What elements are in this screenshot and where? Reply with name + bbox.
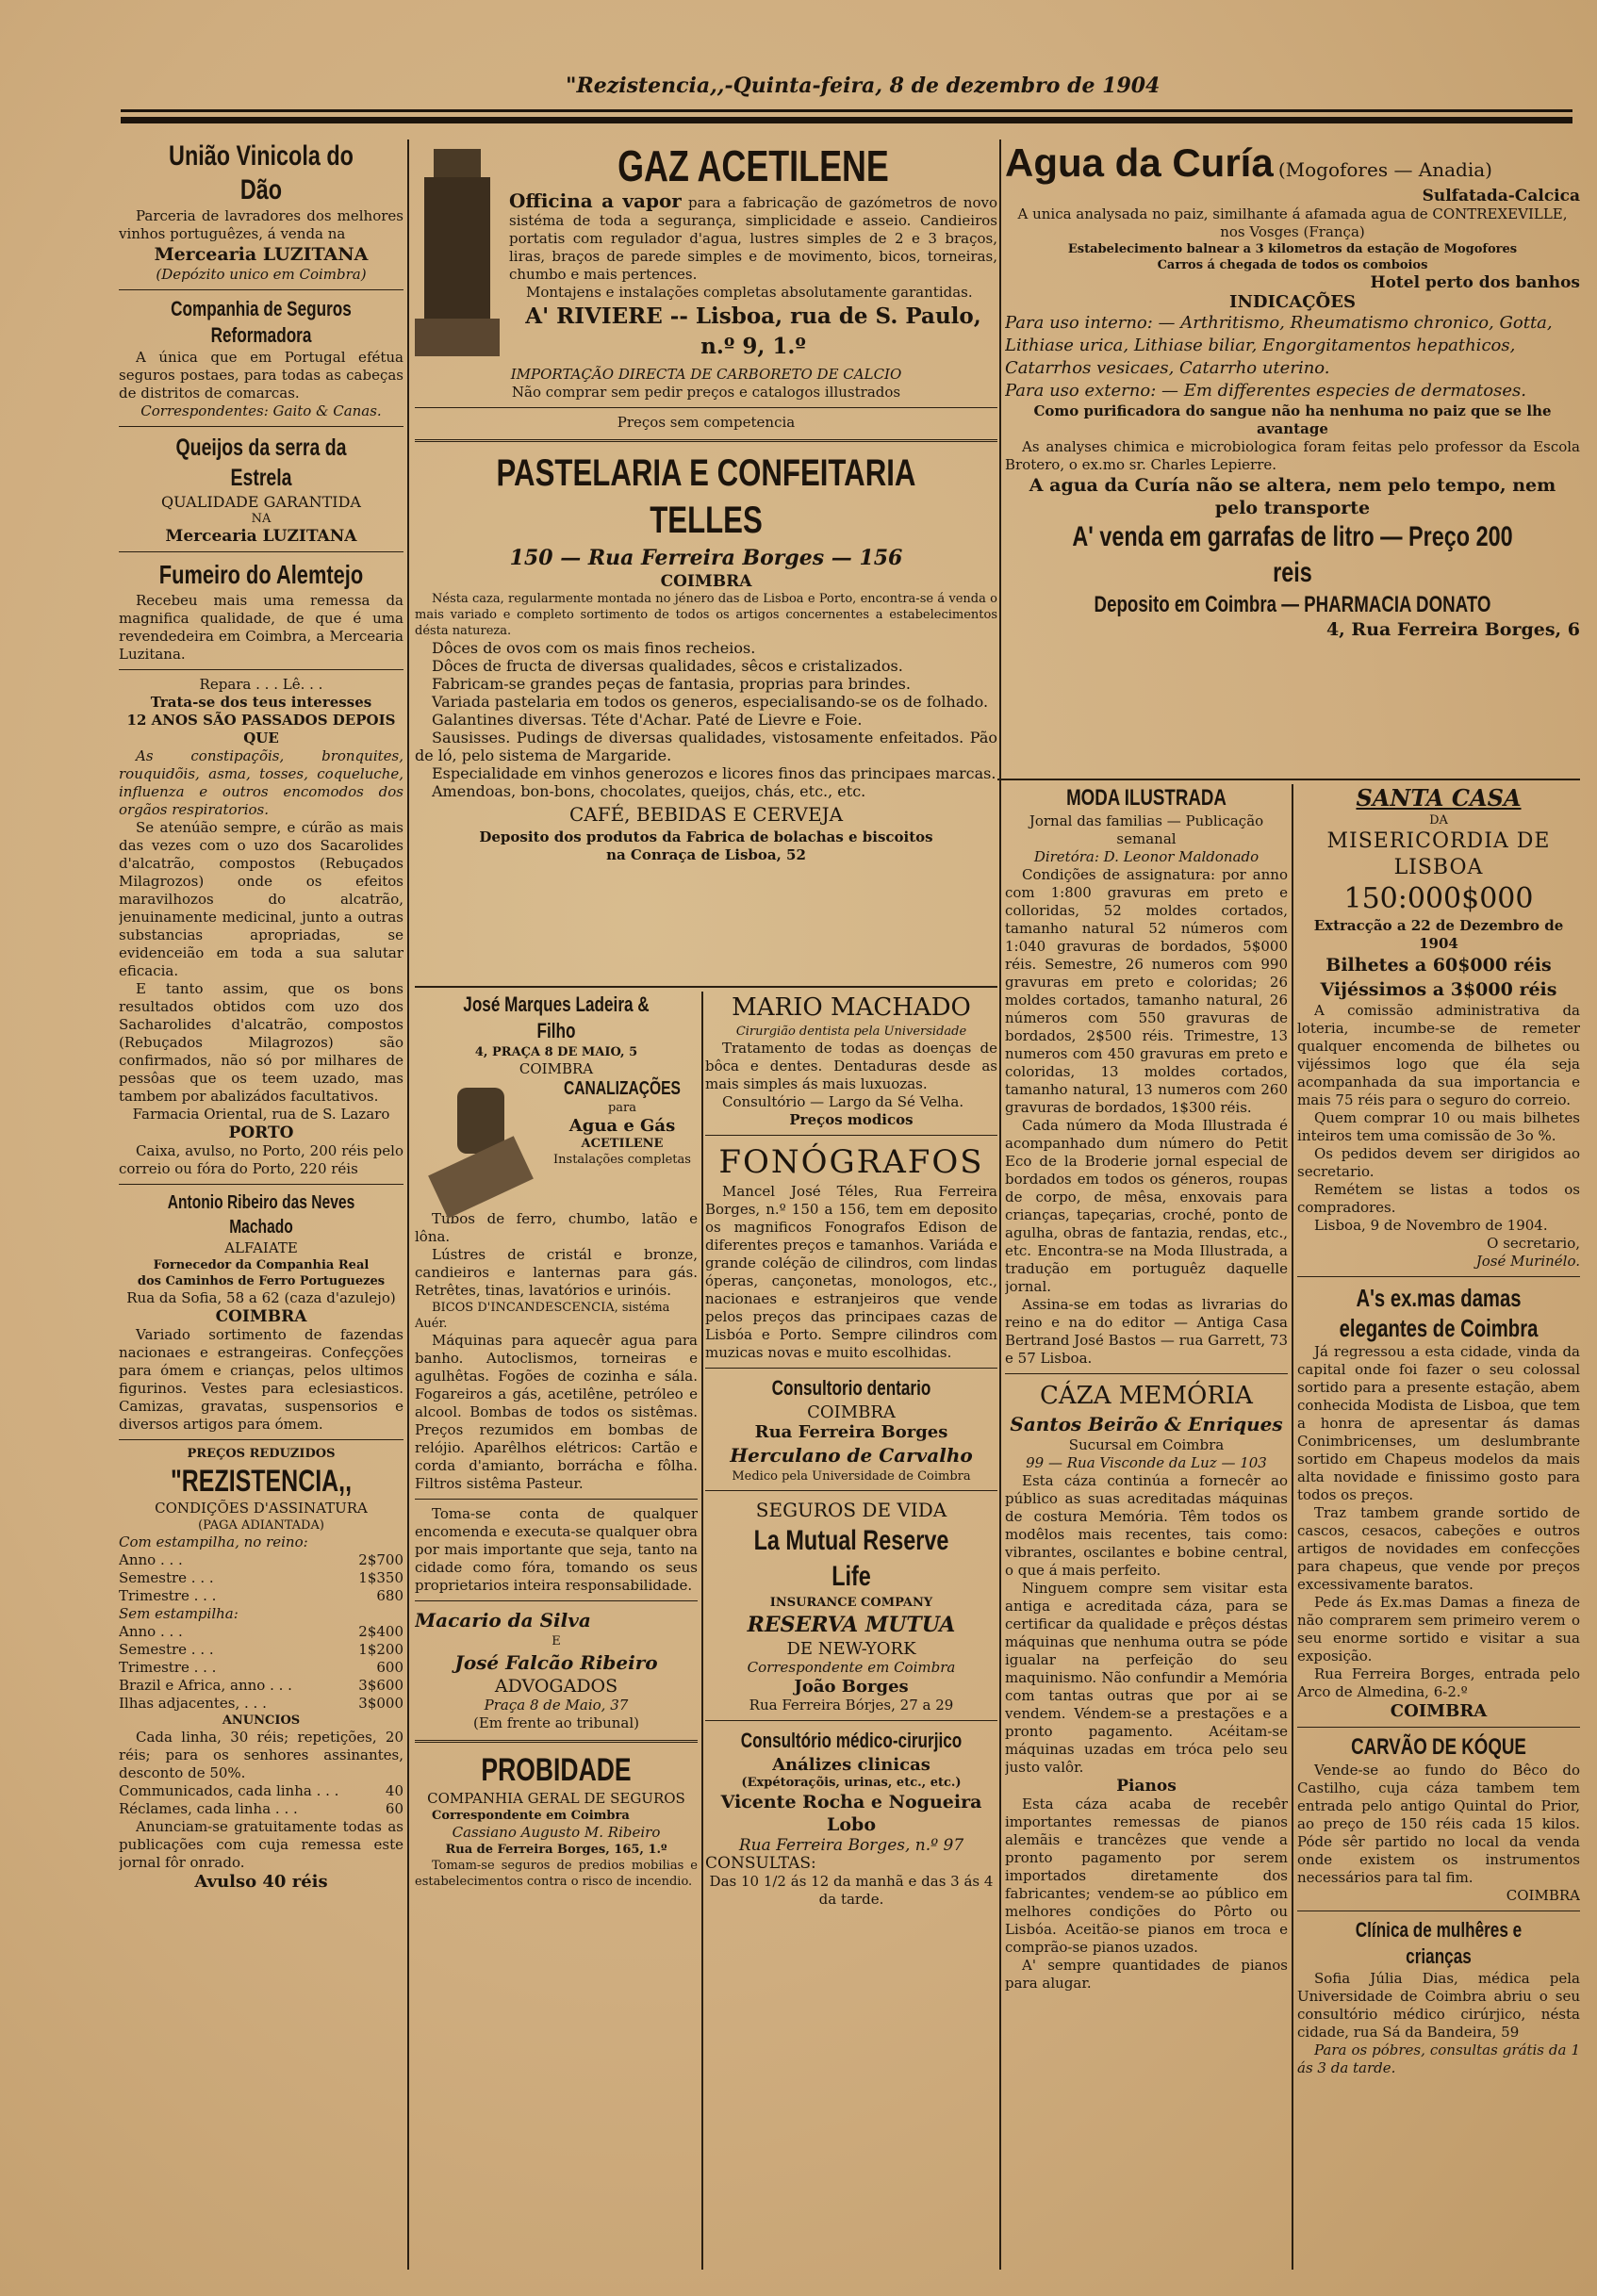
alfaiate-trade: ALFAIATE	[224, 1239, 298, 1256]
santa-p4: Remétem se listas a todos os compradores.	[1297, 1181, 1580, 1216]
rates-anuncios	[119, 1782, 403, 1818]
rate-label: Brazil e Africa, anno . . .	[119, 1677, 292, 1694]
curia-est2: Carros á chegada de todos os comboios	[1157, 258, 1428, 272]
curia-title: Agua da Curía	[1005, 140, 1274, 185]
gaz-nao: Não comprar sem pedir preços e catalogos illustrados	[511, 384, 901, 401]
pastelaria-city: COIMBRA	[660, 572, 752, 591]
column-2a	[415, 992, 698, 2255]
gaz-officina: Officina a vapor	[509, 189, 682, 212]
curia-uso-ext: Para uso externo: — Em differentes especies de dermatoses.	[1005, 381, 1526, 401]
jose-bicos: BICOS D'INCANDESCENCIA, sistéma Auér.	[415, 1301, 670, 1331]
rates-ultramar	[119, 1677, 403, 1713]
pastelaria-item: Sausisses. Pudings de diversas qualidades, vistosamente enfeitados. Pão de ló, pelo sistema de Margaride.	[415, 729, 997, 764]
pastelaria-title: PASTELARIA E CONFEITARIA TELLES	[496, 452, 916, 541]
adv-addr: Praça 8 de Maio, 37	[484, 1697, 629, 1714]
rate-value: 1$200	[358, 1641, 403, 1658]
jose-title: José Marques Ladeira & Filho	[463, 992, 650, 1042]
jose-toma: Toma-se conta de qualquer encomenda e executa-se qualquer obra por mais importante que seja, tanto na cidade como fóra, tomando os seus proprietarios inteira responsabilidade.	[415, 1505, 698, 1594]
rate-value: 3$000	[358, 1695, 403, 1712]
jose-acet: ACETILENE	[581, 1137, 664, 1151]
precos-avulso: Avulso 40 réis	[194, 1872, 328, 1892]
adv-e: E	[552, 1634, 561, 1648]
santa-p1: A comissão administrativa da loteria, incumbe-se de remeter qualquer encomenda de bilhetes ou vijéssimos logo que éla seja acompanhada da sua importancia e mais 75 réis para o seguro do correio.	[1297, 1002, 1580, 1108]
queijos-store: Mercearia LUZITANA	[165, 527, 357, 546]
rate-label: Anno . . .	[119, 1623, 183, 1640]
probidade-addr: Rua de Ferreira Borges, 165, 1.º	[445, 1843, 667, 1857]
rate-value: 40	[385, 1782, 403, 1799]
section-rule	[415, 986, 997, 988]
santa-da: DA	[1429, 813, 1448, 828]
precos-heading: PREÇOS REDUZIDOS	[187, 1447, 336, 1461]
curia-purif: Como purificadora do sangue não ha nenhuma no paiz que se lhe avantage	[1033, 402, 1552, 437]
medico-cons: CONSULTAS:	[705, 1854, 816, 1873]
repara-12anos: 12 ANOS SÃO PASSADOS DEPOIS QUE	[126, 712, 396, 746]
pastelaria-item: Dôces de fructa de diversas qualidades, sêcos e cristalizados.	[432, 657, 903, 675]
seguros-title: Companhia de Seguros Reformadora	[171, 297, 352, 347]
top-rule	[121, 109, 1572, 112]
pastelaria-dep1: Deposito dos produtos da Fabrica de bolachas e biscoitos	[479, 828, 933, 845]
alfaiate-city: COIMBRA	[215, 1307, 307, 1326]
top-rule-thick	[121, 117, 1572, 123]
carvao-city: COIMBRA	[1506, 1887, 1580, 1904]
carvao-title: CARVÃO DE KÓQUE	[1351, 1734, 1526, 1760]
jose-body3: Máquinas para aquecêr agua para banho. Autoclismos, torneiras e agulhêtas. Fogões de cozinha e sála. Fogareiros a gás, acetilêne, petróleo e alcool. Bombas de todos os sistêmas. Preços rezumidos em bombas de relójio. Aparêlhos elétricos: Cartão e corda d'amianto, borrácha e fôlha. Filtros sistêma Pasteur.	[415, 1332, 698, 1492]
alfaiate-title: Antonio Ribeiro das Neves Machado	[167, 1192, 355, 1238]
column-1	[119, 139, 403, 2138]
column-2-top	[415, 139, 997, 988]
repara-farmacia: Farmacia Oriental, rua de S. Lazaro	[132, 1106, 390, 1123]
gaz-import: IMPORTAÇÃO DIRECTA DE CARBORETO DE CALCIO	[510, 366, 902, 383]
alfaiate-l2: dos Caminhos de Ferro Portuguezes	[137, 1274, 386, 1288]
jose-can: CANALIZAÇÕES	[564, 1078, 681, 1099]
curia-loc: (Mogofores — Anadia)	[1277, 158, 1492, 181]
column-3a	[1005, 784, 1288, 2255]
rate-value: 60	[385, 1800, 403, 1817]
jose-body2: Lústres de cristál e bronze, candieiros e lanternas para gás. Retrêtes, tinas, lavatórios e urinóis.	[415, 1246, 698, 1299]
pastelaria-item: Amendoas, bon-bons, chocolates, queijos, chás, etc., etc.	[432, 782, 866, 800]
dentario-title: Consultorio dentario	[771, 1376, 931, 1400]
precos-com: Com estampilha, no reino:	[119, 1533, 308, 1550]
rate-label: Ilhas adjacentes, . . .	[119, 1695, 267, 1712]
gaz-title: GAZ ACETILENE	[617, 141, 889, 190]
santa-p3: Os pedidos devem ser dirigidos ao secretario.	[1297, 1145, 1580, 1180]
mario-body: Tratamento de todas as doenças de bôca e dentes. Dentaduras desde as mais simples ás mais luxuozas.	[705, 1040, 997, 1092]
curia-nao: A agua da Curía não se altera, nem pelo tempo, nem pelo transporte	[1029, 475, 1556, 518]
caza-p3: Esta cáza acaba de recebêr importantes remessas de pianos alemãis e trancêzes que vende a pronto pagamento por serem importados diretamente dos fabricantes; vendem-se ao público em melhores condições do Pôrto ou Lisbóa. Aceitão-se pianos em troca e comprão-se pianos uzados.	[1005, 1796, 1288, 1956]
rate-value: 1$350	[358, 1569, 403, 1586]
pastelaria-item: Variada pastelaria em todos os generos, especialisando-se os de folhado.	[432, 693, 989, 711]
moda-title: MODA ILUSTRADA	[1066, 785, 1227, 811]
caza-p2: Ninguem compre sem visitar esta antiga e acreditada cáza, para se certificar da qualidade e prêços déstas máquinas que nenhuma outra se póde igualar na perfeição do seu maquinismo. Não confundir a Memória com tantas outras que por ai se vendem. Véndem-se a prestações e a pronto pagamento. Acéitam-se máquinas uzadas em tróca pelo seu justo valôr.	[1005, 1580, 1288, 1776]
masthead: "Rezistencia,,-Quinta-feira, 8 de dezembro de 1904	[566, 74, 1161, 98]
rate-value: 2$400	[358, 1623, 403, 1640]
probidade-body: Tomam-se seguros de predios mobilias e estabelecimentos contra o risco de incendio.	[415, 1859, 698, 1889]
santa-vij: Vijéssimos a 3$000 réis	[1320, 979, 1557, 1000]
medico-hours: Das 10 1/2 ás 12 da manhã e das 3 ás 4 da tarde.	[709, 1873, 994, 1908]
pastelaria-item: Especialidade em vinhos generozos e licores finos das principaes marcas.	[432, 764, 996, 782]
lantern-illustration	[415, 1078, 547, 1210]
precos-anuncios-body: Cada linha, 30 réis; repetições, 20 réis; para os senhores assinantes, desconto de 50%.	[119, 1729, 403, 1781]
medico-name: Vicente Rocha e Nogueira Lobo	[720, 1792, 982, 1835]
rate-row	[119, 1659, 403, 1677]
fono-body: Mancel José Téles, Rua Ferreira Borges, n.º 150 a 156, tem em deposito os magnificos Fonografos Edison de diferentes preços e tamanhos. Variáda e grande coléção de cilindros, com lindas óperas, cançonetas, monologos, etc., nacionaes e estranjeiros que vende pelos preços das principaes cazas de Lisbóa e Porto. Sempre cilindros com muzicas novas e muito escolhidas.	[705, 1183, 997, 1361]
jose-agua: Agua e Gás	[568, 1116, 676, 1136]
precos-cond: CONDIÇÕES D'ASSINATURA	[155, 1500, 368, 1517]
dentario-addr: Rua Ferreira Borges	[754, 1422, 948, 1442]
curia-sulf: Sulfatada-Calcica	[1422, 187, 1580, 205]
gaz-riviere: A' RIVIERE -- Lisboa, rua de S. Paulo, n.º 9, 1.º	[525, 303, 981, 359]
moda-sub: Jornal das familias — Publicação semanal	[1029, 812, 1264, 847]
rate-label: Anno . . .	[119, 1551, 183, 1568]
uniao-body: Parceria de lavradores dos melhores vinhos portuguêzes, á venda na	[119, 207, 403, 242]
damas-p2: Traz tambem grande sortido de cascos, cesacos, cabeções e outros artigos de novidades em confecções para chapeus, que vende por preços excessivamente baratos.	[1297, 1504, 1580, 1593]
jose-para: para	[607, 1101, 637, 1115]
precos-paga: (PAGA ADIANTADA)	[198, 1518, 324, 1533]
moda-body: Condições de assignatura: por anno com 1:800 gravuras em preto e colloridas, 52 moldes cortados, tamanho natural 52 números com 1:040 gravuras de bordados, 5$000 réis. Semestre, 26 numeros com 990 gravuras em preto e coloridas; 26 moldes cortados, tamanho natural, 26 números com 550 gravuras de bordados, 2$500 réis. Trimestre, 13 numeros com 450 gravuras em preto e coloridas, 13 moldes cortados, tamanho natural, 13 numeros com 260 gravuras de bordados, 1$300 réis.	[1005, 866, 1288, 1116]
pastelaria-item: Galantines diversas. Téte d'Achar. Paté de Lievre e Foie.	[432, 711, 863, 729]
uniao-note: (Depózito unico em Coimbra)	[156, 266, 367, 283]
rate-row	[119, 1623, 403, 1641]
precos-anuncios: ANUNCIOS	[222, 1714, 301, 1728]
curia-est1: Estabelecimento balnear a 3 kilometros da estação de Mogofores	[1067, 242, 1518, 256]
clinica-title: Clínica de mulhêres e crianças	[1355, 1918, 1523, 1968]
column-rule	[1292, 784, 1293, 2270]
mutual-reserva: RESERVA MUTUA	[747, 1613, 956, 1637]
gazometer-illustration	[415, 139, 500, 366]
curia-venda: A' venda em garrafas de litro — Preço 200 reis	[1072, 521, 1513, 588]
jose-body1: Tubos de ferro, chumbo, latão e lôna.	[415, 1210, 698, 1245]
precos-gratuito: Anunciam-se gratuitamente todas as publicações com cuja remessa este jornal fôr onrado.	[119, 1818, 403, 1871]
column-3b	[1297, 784, 1580, 2255]
pastelaria-items	[415, 639, 997, 800]
mutual-corr: Correspondente em Coimbra	[747, 1659, 956, 1676]
queijos-na: NA	[251, 512, 272, 526]
alfaiate-l1: Fornecedor da Companhia Real	[153, 1258, 370, 1272]
repara-sub: Trata-se dos teus interesses	[150, 694, 372, 711]
rates-sem-estampilha	[119, 1623, 403, 1677]
repara-price: Caixa, avulso, no Porto, 200 réis pelo correio ou fóra do Porto, 220 réis	[119, 1142, 403, 1177]
damas-p1: Já regressou a esta cidade, vinda da capital onde foi fazer o seu colossal sortido para a presente estação, abem conhecida Modista de Lisboa, que tem a honra de apresentar ás damas Conimbricenses, um deslumbrante sortido em Chapeus modelos da mais alta novidade e finissimo gosto para todos os preços.	[1297, 1343, 1580, 1503]
jose-city: COIMBRA	[519, 1060, 594, 1077]
repara-p2: Se atenúão sempre, e cúrão as mais das vezes com o uzo dos Sacarolides d'alcatrão, compostos (Rebuçados Milagrozos) onde os efeitos maravilhozos do alcatrão, jenuinamente medicinal, junto a outras substancias apropriadas, se evidenceião em toda a sua salutar eficacia.	[119, 819, 403, 979]
queijos-quality: QUALIDADE GARANTIDA	[161, 493, 361, 511]
santa-extr: Extracção a 22 de Dezembro de 1904	[1313, 917, 1564, 952]
curia-ind: INDICAÇÕES	[1229, 292, 1356, 312]
uniao-store: Mercearia LUZITANA	[154, 244, 369, 265]
rate-row	[119, 1641, 403, 1659]
santa-secname: José Murinélo.	[1475, 1253, 1580, 1270]
rate-row	[119, 1800, 403, 1818]
uniao-title: União Vinicola do Dão	[169, 140, 354, 205]
seguros-body: A única que em Portugal efétua seguros postaes, para todas as cabeças de distritos de comarcas.	[119, 349, 403, 402]
curia-hotel: Hotel perto dos banhos	[1370, 273, 1580, 292]
medico-analizes: Análizes clinicas	[772, 1755, 930, 1775]
santa-bil: Bilhetes a 60$000 réis	[1325, 955, 1552, 976]
curia-p1: A unica analysada no paiz, similhante á afamada agua de CONTREXEVILLE, nos Vosges (França)	[1017, 205, 1568, 240]
clinica-body: Sofia Júlia Dias, médica pela Universidade de Coimbra abriu o seu consultório médico cirúrjico, nésta cidade, rua Sá da Bandeira, 59	[1297, 1970, 1580, 2041]
repara-city: PORTO	[228, 1123, 294, 1142]
fono-title: FONÓGRAFOS	[718, 1143, 984, 1181]
rate-label: Semestre . . .	[119, 1569, 214, 1586]
santa-prize: 150:000$000	[1343, 882, 1534, 915]
dentario-city: COIMBRA	[807, 1402, 896, 1422]
column-rule	[407, 139, 409, 2270]
caza-suc: Sucursal em Coimbra	[1068, 1436, 1225, 1453]
fumeiro-title: Fumeiro do Alemtejo	[158, 560, 364, 589]
section-rule	[997, 779, 1580, 780]
curia-anal: As analyses chimica e microbiologica foram feitas pelo professor da Escola Brotero, o ex.mo sr. Charles Lepierre.	[1005, 438, 1580, 473]
pastelaria-intro: Nésta caza, regularmente montada no jénero das de Lisboa e Porto, encontra-se á venda o mais variado e completo sortimento de todos os artigos concernentes a estabelecimentos désta natureza.	[415, 592, 997, 638]
rate-value: 600	[376, 1659, 403, 1676]
curia-dep: Deposito em Coimbra — PHARMACIA DONATO	[1094, 592, 1491, 617]
alfaiate-body: Variado sortimento de fazendas nacionaes e estrangeiras. Confeçções para ómem e crianças, pelos ultimos figurinos. Vestes para eclesiasticos. Camizas, gravatas, suspensorios e diversos artigos para ómem.	[119, 1326, 403, 1433]
rate-value: 680	[376, 1587, 403, 1604]
adv-front: (Em frente ao tribunal)	[473, 1714, 639, 1731]
rate-value: 2$700	[358, 1551, 403, 1568]
rate-label: Réclames, cada linha . . .	[119, 1800, 298, 1817]
caza-p1: Esta cáza continúa a fornecêr ao público as suas acreditadas máquinas de costura Memória. Têm todos os modêlos mais recentes, tais como: vibrantes, oscilantes e bobine central, o que á mais perfeito.	[1005, 1472, 1288, 1579]
mutual-name: João Borges	[794, 1677, 909, 1697]
damas-city: COIMBRA	[1390, 1701, 1488, 1721]
dentario-sub: Medico pela Universidade de Coimbra	[732, 1469, 971, 1484]
repara-p1: As constipaçõis, bronquites, rouquidõis, asma, tosses, coqueluche, influenza e outros encomodos dos orgãos respiratorios.	[119, 747, 403, 818]
rate-row	[119, 1782, 403, 1800]
gaz-precos: Preços sem competencia	[617, 414, 796, 431]
clinica-pobres: Para os póbres, consultas grátis da 1 ás 3 da tarde.	[1297, 2042, 1580, 2076]
pastelaria-addr: 150 — Rua Ferreira Borges — 156	[509, 546, 903, 570]
carvao-body: Vende-se ao fundo do Bêco do Castilho, cuja cáza tambem tem entrada pelo antigo Quintal do Prior, ao preço de 150 réis cada 15 kilos. Póde sêr partido no local da venda onde existem os instrumentos necessários para tal fim.	[1297, 1762, 1580, 1886]
medico-analizes2: (Expétoraçõis, urinas, etc., etc.)	[741, 1776, 962, 1790]
jose-inst: Instalações completas	[553, 1153, 691, 1167]
rate-row	[119, 1587, 403, 1605]
rate-label: Communicados, cada linha . . .	[119, 1782, 339, 1799]
santa-date: Lisboa, 9 de Novembro de 1904.	[1314, 1217, 1548, 1234]
mutual-title: La Mutual Reserve Life	[753, 1525, 949, 1592]
gaz-body: para a fabricação de gazómetros de novo sistéma de toda a segurança, simplicidade e asseio. Candieiros portatis com regulador d'agua, lustres simples de 2 e 3 braços, liras, braços de parede simples e de movimento, bicos, torneiras, chumbo e mais pertences.	[509, 194, 997, 283]
probidade-corr: Correspondente em Coimbra	[432, 1809, 630, 1823]
moda-p3: Assina-se em todas as livrarias do reino e na do editor — Antiga Casa Bertrand José Bastos — rua Garrett, 73 e 57 Lisboa.	[1005, 1296, 1288, 1367]
column-rule	[701, 992, 703, 2270]
santa-p2: Quem comprar 10 ou mais bilhetes inteiros tem uma comissão de 3o %.	[1297, 1109, 1580, 1144]
pastelaria-item: Fabricam-se grandes peças de fantasia, proprias para brindes.	[432, 675, 911, 693]
dentario-name: Herculano de Carvalho	[730, 1444, 973, 1467]
adv-title: ADVOGADOS	[494, 1676, 618, 1697]
caza-title: CÁZA MEMÓRIA	[1040, 1382, 1253, 1410]
rate-row	[119, 1569, 403, 1587]
pastelaria-item: Dôces de ovos com os mais finos recheios.	[432, 639, 756, 657]
mario-sub: Cirurgião dentista pela Universidade	[735, 1025, 967, 1039]
gaz-montajens: Montajens e instalações completas absolutamente garantidas.	[526, 284, 973, 301]
caza-sub: Santos Beirão & Enriques	[1010, 1413, 1283, 1435]
mutual-ins: INSURANCE COMPANY	[769, 1596, 933, 1610]
pastelaria-cafe: CAFÉ, BEBIDAS E CERVEJA	[568, 803, 844, 826]
damas-p4: Rua Ferreira Borges, entrada pelo Arco de Almedina, 6-2.º	[1297, 1665, 1580, 1700]
medico-title: Consultório médico-cirurjico	[740, 1729, 963, 1752]
adv-name2: José Falcão Ribeiro	[454, 1651, 658, 1674]
precos-title: "REZISTENCIA,,	[170, 1464, 353, 1498]
santa-sec: O secretario,	[1487, 1235, 1580, 1252]
damas-p3: Pede ás Ex.mas Damas a fineza de não comprarem sem primeiro verem o seu enorme sortido e visitar a sua exposição.	[1297, 1594, 1580, 1665]
repara-p3: E tanto assim, que os bons resultados obtidos com uzo dos Sacharolides d'alcatrão, compostos (Rebuçados Milagrozos) são confirmados, não só por milhares de pessôas que os teem uzado, mas tambem por abalizádos facultativos.	[119, 980, 403, 1105]
jose-addr: 4, PRAÇA 8 DE MAIO, 5	[474, 1045, 638, 1059]
mario-cons: Consultório — Largo da Sé Velha.	[722, 1093, 964, 1110]
alfaiate-addr: Rua da Sofia, 58 a 62 (caza d'azulejo)	[126, 1289, 396, 1306]
column-rule	[999, 139, 1001, 2270]
seguros-corr: Correspondentes: Gaito & Canas.	[140, 402, 382, 419]
pastelaria-dep2: na Conraça de Lisboa, 52	[606, 846, 806, 863]
repara-heading: Repara . . . Lê. . .	[199, 676, 323, 693]
probidade-name: Cassiano Augusto M. Ribeiro	[452, 1824, 661, 1841]
mutual-addr: Rua Ferreira Bórjes, 27 a 29	[749, 1697, 954, 1714]
mutual-ny: DE NEW-YORK	[786, 1639, 916, 1659]
adv-name1: Macario da Silva	[415, 1609, 591, 1632]
rate-label: Semestre . . .	[119, 1641, 214, 1658]
mutual-heading: SEGUROS DE VIDA	[755, 1499, 947, 1521]
moda-p2: Cada número da Moda Illustrada é acompanhado dum número do Petit Eco de la Broderie jornal especial de bordados em todos os géneros, roupas de corpo, de mêsa, enxovais para crianças, tapeçarias, croché, ponto de agulha, obras de fantazia, rendas, etc., etc. Encontra-se na Moda Illustrada, a tradução em portuguêz daquelle jornal.	[1005, 1117, 1288, 1295]
rate-row	[119, 1677, 403, 1695]
rate-label: Trimestre . . .	[119, 1587, 217, 1604]
moda-dir: Diretóra: D. Leonor Maldonado	[1033, 848, 1259, 865]
caza-pianos: Pianos	[1116, 1777, 1177, 1796]
caza-addr: 99 — Rua Visconde da Luz — 103	[1026, 1454, 1267, 1471]
curia-addr: 4, Rua Ferreira Borges, 6	[1325, 619, 1580, 640]
precos-sem: Sem estampilha:	[119, 1605, 239, 1622]
curia-uso-int: Para uso interno: — Arthritismo, Rheumatismo chronico, Gotta, Lithiase urica, Lithiase biliar, Engorgitamentos hepathicos, Catarrhos vesicaes, Catarrho uterino.	[1005, 313, 1553, 378]
mario-title: MARIO MACHADO	[732, 993, 971, 1022]
rate-value: 3$600	[358, 1677, 403, 1694]
mario-precos: Preços modicos	[789, 1111, 914, 1128]
medico-addr: Rua Ferreira Borges, n.º 97	[738, 1836, 964, 1855]
queijos-title: Queijos da serra da Estrela	[175, 435, 347, 491]
fumeiro-body: Recebeu mais uma remessa da magnifica qualidade, de que é uma revendedeira em Coimbra, a Mercearia Luzitana.	[119, 592, 403, 663]
rate-row	[119, 1551, 403, 1569]
probidade-title: PROBIDADE	[481, 1752, 632, 1788]
santa-title: SANTA CASA	[1356, 784, 1522, 812]
rate-row	[119, 1695, 403, 1713]
rate-label: Trimestre . . .	[119, 1659, 217, 1676]
column-3-top	[1005, 139, 1580, 780]
caza-p4: A' sempre quantidades de pianos para alugar.	[1005, 1957, 1288, 1992]
rates-com-estampilha	[119, 1551, 403, 1605]
column-2b	[705, 992, 997, 2255]
probidade-sub: COMPANHIA GERAL DE SEGUROS	[427, 1790, 685, 1807]
santa-mis: MISERICORDIA DE LISBOA	[1326, 829, 1551, 879]
damas-title: A's ex.mas damas elegantes de Coimbra	[1339, 1284, 1539, 1342]
